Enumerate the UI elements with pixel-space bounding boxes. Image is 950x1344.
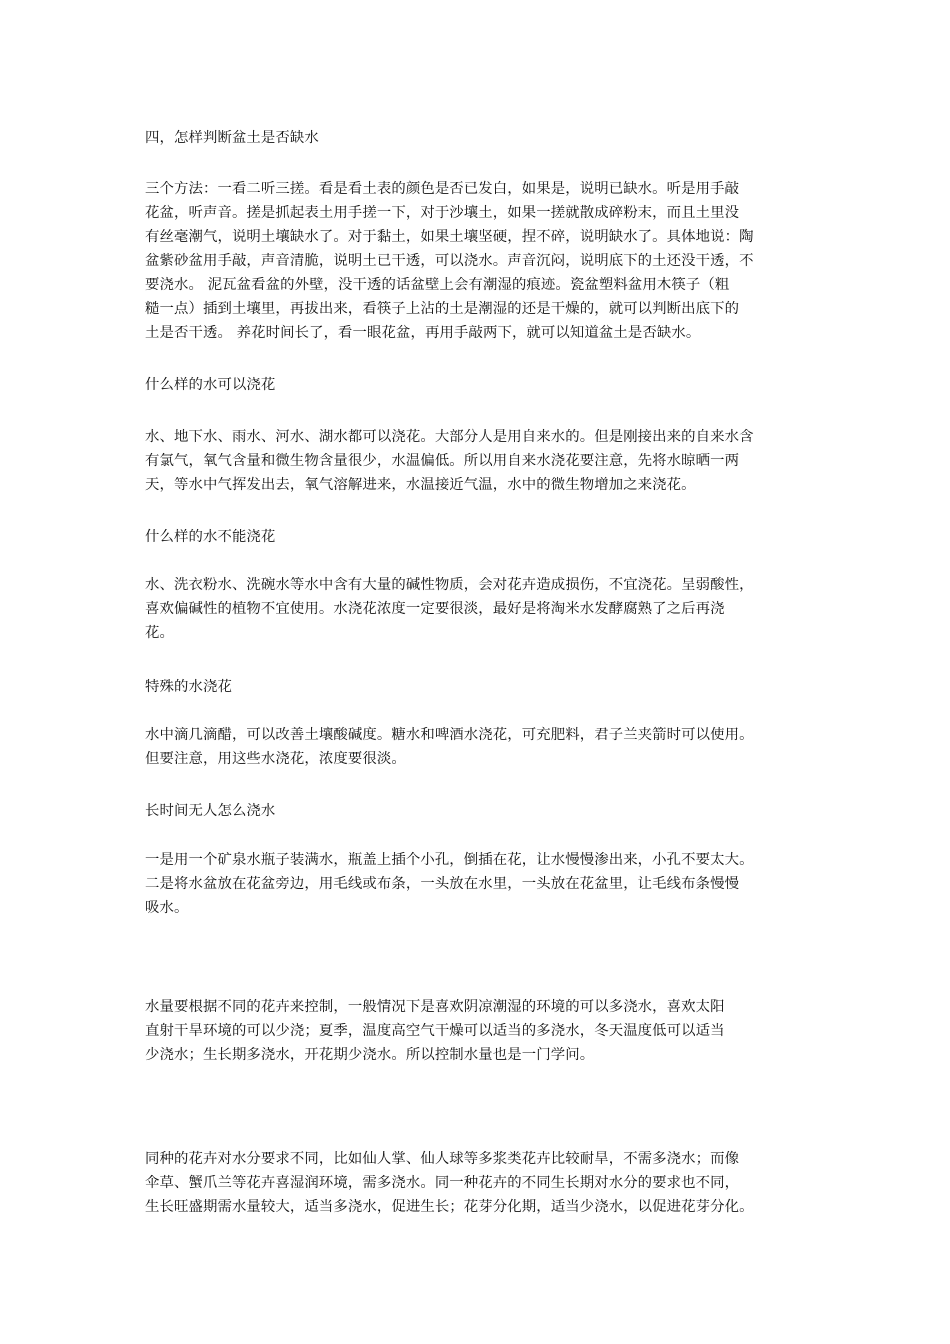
paragraph-line: 生长旺盛期需水量较大，适当多浇水，促进生长；花芽分化期，适当少浇水，以促进花芽分化。 (145, 1199, 754, 1215)
paragraph-line: 有丝毫潮气，说明土壤缺水了。对于黏土，如果土壤坚硬，捏不碎，说明缺水了。具体地说：陶 (145, 229, 754, 245)
paragraph-line: 伞草、蟹爪兰等花卉喜湿润环境，需多浇水。同一种花卉的不同生长期对水分的要求也不同， (145, 1175, 740, 1191)
paragraph-line: 直射干旱环境的可以少浇；夏季，温度高空气干燥可以适当的多浇水，冬天温度低可以适当 (145, 1023, 725, 1039)
paragraph-line: 天，等水中气挥发出去，氧气溶解进来，水温接近气温，水中的微生物增加之来浇花。 (145, 477, 696, 493)
paragraph-line: 吸水。 (145, 900, 189, 916)
paragraph-line: 同种的花卉对水分要求不同，比如仙人掌、仙人球等多浆类花卉比较耐旱，不需多浇水；而像 (145, 1151, 740, 1167)
paragraph-line: 土是否干透。 养花时间长了，看一眼花盆，再用手敲两下，就可以知道盆土是否缺水。 (145, 325, 701, 341)
section-heading-absence: 长时间无人怎么浇水 (145, 803, 276, 819)
paragraph-line: 喜欢偏碱性的植物不宜使用。水浇花浓度一定要很淡，最好是将淘米水发酵腐熟了之后再浇 (145, 601, 725, 617)
section-heading-bad-water: 什么样的水不能浇花 (145, 529, 276, 545)
paragraph-good-water (145, 425, 825, 497)
paragraph-line: 三个方法：一看二听三搓。看是看土表的颜色是否已发白，如果是，说明已缺水。听是用手敲 (145, 181, 740, 197)
paragraph-line: 水中滴几滴醋，可以改善土壤酸碱度。糖水和啤酒水浇花，可充肥料，君子兰夹箭时可以使用。 (145, 727, 754, 743)
section-heading-judge-soil: 四，怎样判断盆土是否缺水 (145, 130, 319, 146)
paragraph-line: 二是将水盆放在花盆旁边，用毛线或布条，一头放在水里，一头放在花盆里，让毛线布条慢慢 (145, 876, 740, 892)
paragraph-line: 有氯气，氧气含量和微生物含量很少，水温偏低。所以用自来水浇花要注意，先将水晾晒一两 (145, 453, 740, 469)
paragraph-water-amount (145, 995, 825, 1067)
paragraph-line: 水、洗衣粉水、洗碗水等水中含有大量的碱性物质，会对花卉造成损伤，不宜浇花。呈弱酸性， (145, 577, 754, 593)
paragraph-line: 要浇水。 泥瓦盆看盆的外壁，没干透的话盆壁上会有潮湿的痕迹。瓷盆塑料盆用木筷子（粗 (145, 277, 730, 293)
section-heading-special-water: 特殊的水浇花 (145, 679, 232, 695)
section-heading-good-water: 什么样的水可以浇花 (145, 377, 276, 393)
paragraph-line: 糙一点）插到土壤里，再拔出来，看筷子上沾的土是潮湿的还是干燥的，就可以判断出底下的 (145, 301, 740, 317)
paragraph-line: 花盆，听声音。搓是抓起表土用手搓一下，对于沙壤土，如果一搓就散成碎粉末，而且土里没 (145, 205, 740, 221)
paragraph-line: 一是用一个矿泉水瓶子装满水，瓶盖上插个小孔，倒插在花，让水慢慢渗出来，小孔不要太大。 (145, 852, 754, 868)
paragraph-line: 但要注意，用这些水浇花，浓度要很淡。 (145, 751, 406, 767)
paragraph-line: 花。 (145, 625, 174, 641)
paragraph-species-needs (145, 1147, 825, 1219)
paragraph-line: 少浇水；生长期多浇水，开花期少浇水。所以控制水量也是一门学问。 (145, 1047, 595, 1063)
paragraph-line: 盆紫砂盆用手敲，声音清脆，说明土已干透，可以浇水。声音沉闷，说明底下的土还没干透，不 (145, 253, 754, 269)
paragraph-bad-water (145, 573, 825, 645)
paragraph-special-water (145, 723, 825, 771)
paragraph-line: 水、地下水、雨水、河水、湖水都可以浇花。大部分人是用自来水的。但是刚接出来的自来水含 (145, 429, 754, 445)
paragraph-line: 水量要根据不同的花卉来控制，一般情况下是喜欢阴凉潮湿的环境的可以多浇水，喜欢太阳 (145, 999, 725, 1015)
paragraph-absence (145, 848, 825, 920)
paragraph-judge-soil (145, 177, 825, 345)
